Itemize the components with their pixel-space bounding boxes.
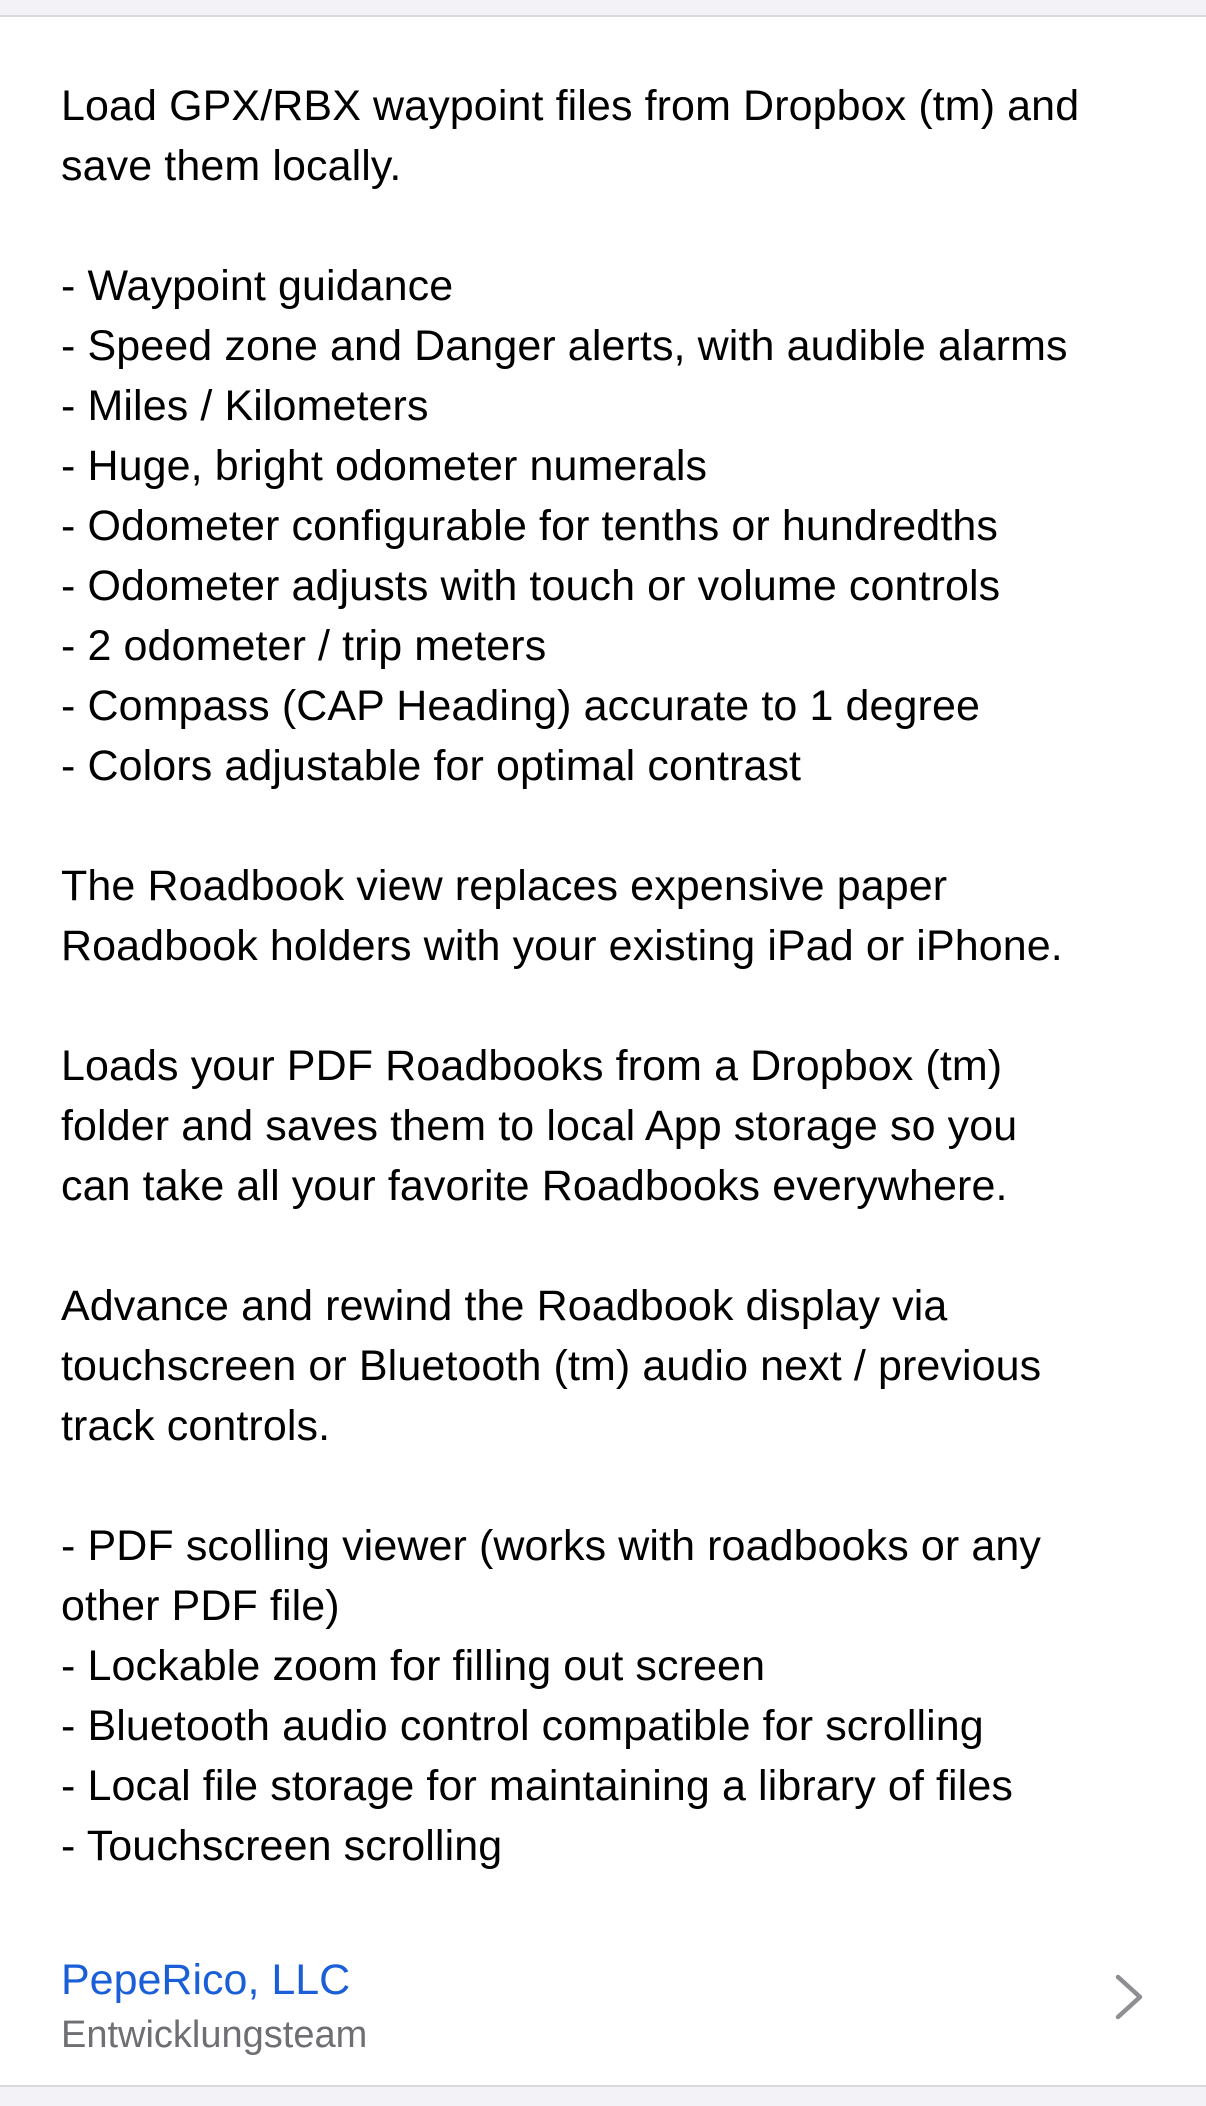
top-separator [0, 0, 1206, 17]
developer-name-link[interactable]: PepeRico, LLC [61, 1956, 351, 2004]
developer-row[interactable] [0, 1950, 1206, 2085]
app-description-text: Load GPX/RBX waypoint files from Dropbox (tm) and save them locally. - Waypoint guidance - Speed zone and Danger alerts, with audible alarms - Miles / Kilometers - Huge, bright odometer numerals - Odometer configurable for tenths or hundredths - Odometer adjusts with touch or volume controls - 2 odometer / trip meters - Compass (CAP Heading) accurate to 1 degree - Colors adjustable for optimal contrast The Roadbook view replaces expensive paper Roadbook holders with your existing iPad or iPhone. Loads your PDF Roadbooks from a Dropbox (tm) folder and saves them to local App storage so you can take all your favorite Roadbooks everywhere. Advance and rewind the Roadbook display via touchscreen or Bluetooth (tm) audio next / previous track controls. - PDF scolling viewer (works with roadbooks or any other PDF file) - Lockable zoom for filling out screen - Bluetooth audio control compatible for scrolling - Local file storage for maintaining a library of files - Touchscreen scrolling [61, 82, 1080, 1870]
chevron-right-icon [1112, 1972, 1146, 2022]
bottom-separator [0, 2085, 1206, 2106]
developer-role-label: Entwicklungsteam [61, 2014, 368, 2056]
